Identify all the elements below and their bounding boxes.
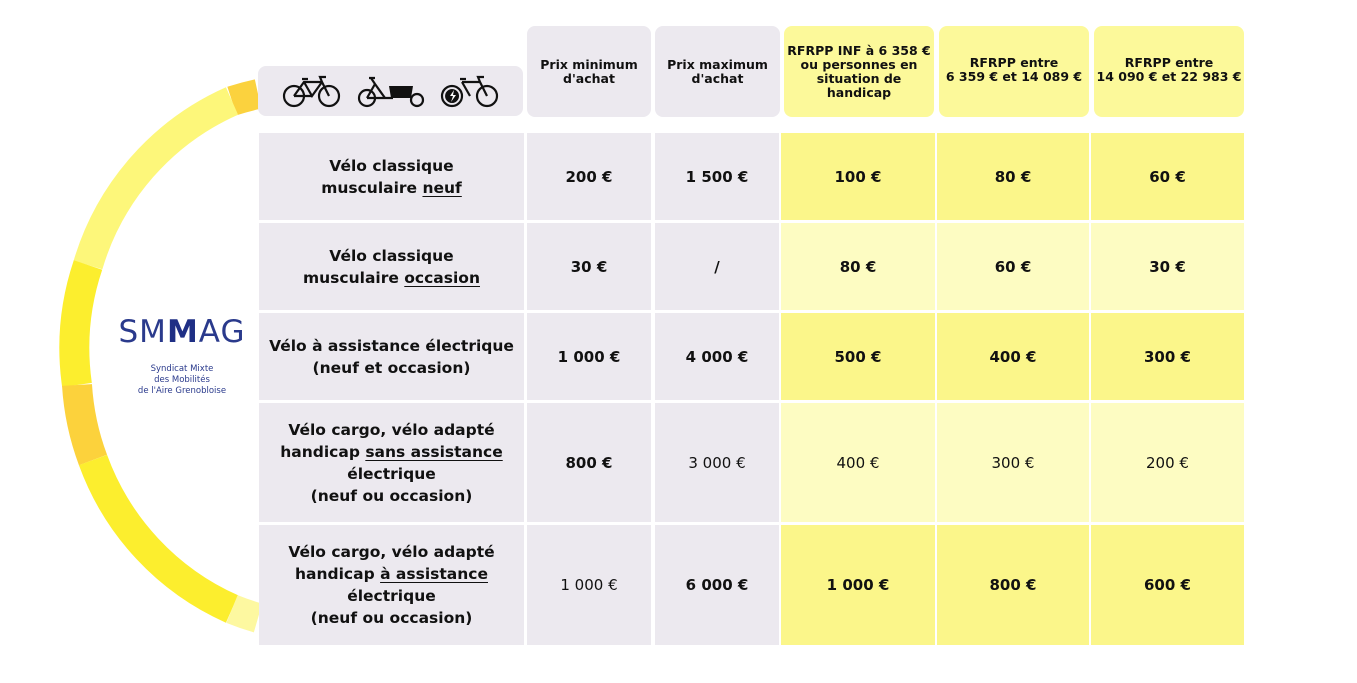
row-label-electric (259, 313, 524, 400)
cell-rfrpp-high: 60 € (1091, 133, 1244, 220)
logo-wordmark-mid: M (166, 314, 199, 350)
header-line: d'achat (691, 70, 744, 86)
cargo-bike-icon (357, 74, 425, 108)
bicycle-icon (282, 74, 342, 108)
arc-segment (93, 460, 232, 609)
row-label-line: musculaire occasion (303, 268, 480, 287)
row-label-line: (neuf ou occasion) (310, 486, 473, 505)
cell-rfrpp-high: 30 € (1091, 223, 1244, 310)
cell-max-price: 3 000 € (655, 403, 779, 522)
header-line: RFRPP entre (1124, 55, 1214, 70)
cell-rfrpp-mid: 400 € (937, 313, 1089, 400)
header-rfrpp-mid (939, 26, 1089, 117)
row-label-line: Vélo cargo, vélo adapté (288, 543, 495, 561)
cell-rfrpp-low: 80 € (781, 223, 935, 310)
row-label-classic-used (259, 223, 524, 310)
header-min-price (527, 26, 651, 117)
cell-min-price: 200 € (527, 133, 651, 220)
header-line: 6 359 € et 14 089 € (945, 69, 1083, 84)
logo-wordmark-left: SM (118, 314, 167, 350)
electric-bike-icon (440, 74, 500, 108)
header-line: Prix minimum (540, 56, 638, 72)
row-label-line: handicap sans assistance (280, 442, 503, 461)
header-line: ou personnes en (800, 56, 918, 72)
header-line: situation de (816, 70, 902, 86)
header-line: Prix maximum (667, 56, 768, 72)
header-line: 14 090 € et 22 983 € (1096, 69, 1242, 84)
logo-subtitle (112, 364, 252, 397)
header-line: RFRPP entre (969, 55, 1059, 70)
bike-icons-header (258, 66, 523, 116)
cell-rfrpp-high: 600 € (1091, 525, 1244, 645)
arc-segment (74, 265, 88, 385)
row-label-cargo-assist (259, 525, 524, 645)
logo-wordmark (112, 314, 252, 350)
arc-segment (232, 94, 258, 101)
logo-wordmark-right: AG (198, 314, 246, 350)
cell-rfrpp-mid: 300 € (937, 403, 1089, 522)
header-line: handicap (826, 84, 892, 100)
row-label-classic-new (259, 133, 524, 220)
header-max-price (655, 26, 780, 117)
smmag-logo (112, 314, 252, 397)
logo-subtitle-line: Syndicat Mixte (150, 364, 214, 374)
logo-subtitle-line: de l'Aire Grenobloise (137, 386, 227, 396)
cell-rfrpp-low: 100 € (781, 133, 935, 220)
cell-rfrpp-mid: 80 € (937, 133, 1089, 220)
row-label-line: musculaire neuf (321, 178, 462, 197)
row-label-line: handicap à assistance (295, 565, 488, 583)
arc-segment (77, 385, 93, 460)
row-label-line: électrique (347, 587, 436, 605)
cell-max-price: / (655, 223, 779, 310)
cell-max-price: 1 500 € (655, 133, 779, 220)
cell-rfrpp-high: 300 € (1091, 313, 1244, 400)
row-label-line: électrique (347, 464, 436, 483)
cell-rfrpp-mid: 800 € (937, 525, 1089, 645)
cell-rfrpp-high: 200 € (1091, 403, 1244, 522)
row-label-cargo-no-assist (259, 403, 524, 522)
header-line: RFRPP INF à 6 358 € (787, 42, 931, 58)
cell-max-price: 6 000 € (655, 525, 779, 645)
row-label-line: (neuf et occasion) (312, 358, 471, 377)
arc-segment (88, 101, 232, 265)
cell-min-price: 1 000 € (527, 313, 651, 400)
arc-segment (232, 609, 258, 618)
cell-rfrpp-low: 400 € (781, 403, 935, 522)
cell-max-price: 4 000 € (655, 313, 779, 400)
cell-rfrpp-mid: 60 € (937, 223, 1089, 310)
cell-min-price: 1 000 € (527, 525, 651, 645)
header-rfrpp-high (1094, 26, 1244, 117)
cell-rfrpp-low: 1 000 € (781, 525, 935, 645)
row-label-line: Vélo à assistance électrique (269, 336, 514, 355)
row-label-line: (neuf ou occasion) (310, 609, 473, 627)
header-rfrpp-low (784, 26, 934, 117)
cell-min-price: 30 € (527, 223, 651, 310)
row-label-line: Vélo cargo, vélo adapté (288, 420, 495, 439)
cell-min-price: 800 € (527, 403, 651, 522)
cell-rfrpp-low: 500 € (781, 313, 935, 400)
row-label-line: Vélo classique (329, 156, 454, 175)
logo-subtitle-line: des Mobilités (154, 375, 210, 385)
row-label-line: Vélo classique (329, 246, 454, 265)
header-line: d'achat (563, 70, 615, 86)
